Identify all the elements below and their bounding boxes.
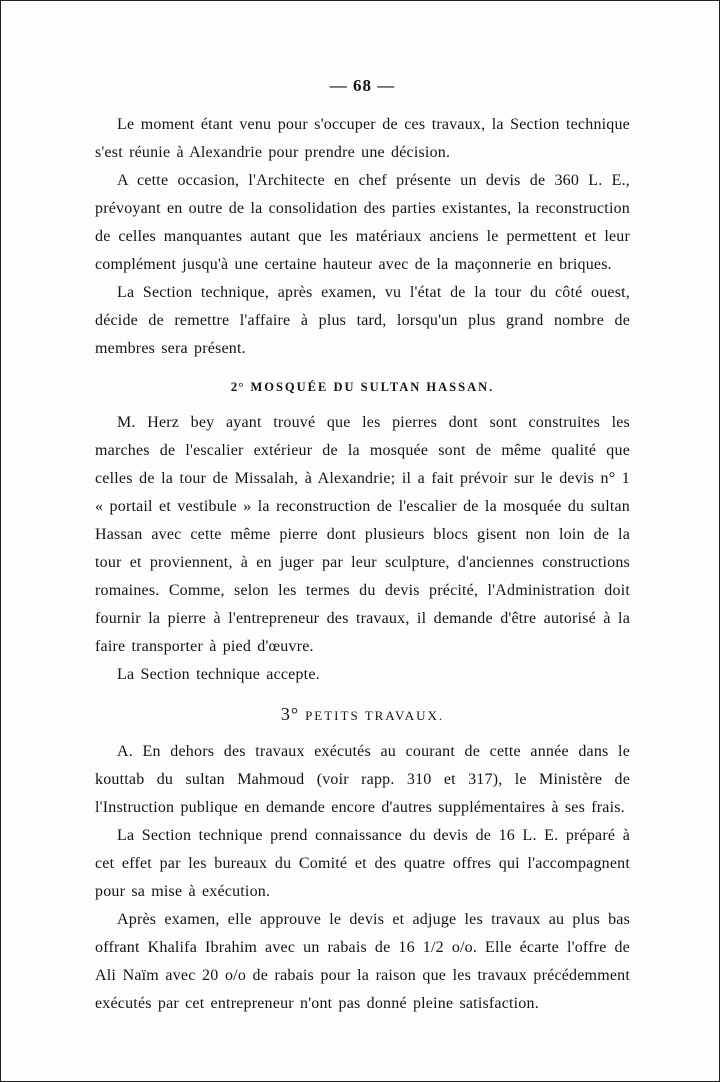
section-heading — [95, 704, 630, 725]
paragraph: La Section technique prend connaissance du devis de 16 L. E. préparé à cet effet par les bureaux du Comité et des quatre offres qui l'accompagnent pour sa mise à exécution. — [95, 827, 630, 900]
heading-title: PETITS TRAVAUX. — [305, 708, 445, 723]
heading-title: MOSQUÉE DU SULTAN HASSAN. — [250, 380, 495, 394]
paragraph: M. Herz bey ayant trouvé que les pierres dont sont construites les marches de l'escalier extérieur de la mosquée sont de même qualité que celles de la tour de Missalah, à Alexandrie; il a fait prévoir sur le devis n° 1 « portail et vestibule » la reconstruction de l'escalier de la mosquée du sultan Hassan avec cette même pierre dont plusieurs blocs gisent non loin de la tour et proviennent, à en juger par leur sculpture, d'anciennes constructions romaines. Comme, selon les termes du devis précité, l'Administration doit fournir la pierre à l'entrepreneur des travaux, il demande d'être autorisé à la faire transporter à pied d'œuvre. — [95, 414, 630, 655]
section-heading — [95, 378, 630, 396]
heading-number: 3° — [280, 704, 300, 724]
paragraph: La Section technique accepte. — [117, 666, 320, 683]
page-number: — 68 — — [329, 76, 396, 95]
heading-number: 2° — [230, 379, 245, 394]
paragraph: A. En dehors des travaux exécutés au courant de cette année dans le kouttab du sultan Mahmoud (voir rapp. 310 et 317), le Ministère de l'Instruction publique en demande encore d'autres supplémentaires à ses frais. — [95, 743, 630, 816]
paragraph: Après examen, elle approuve le devis et adjuge les travaux au plus bas offrant Khalifa Ibrahim avec un rabais de 16 1/2 o/o. Elle écarte l'offre de Ali Naïm avec 20 o/o de rabais pour la raison que les travaux précédemment exécutés par cet entrepreneur n'ont pas donné pleine satisfaction. — [95, 911, 630, 1012]
paragraph: La Section technique, après examen, vu l'état de la tour du côté ouest, décide de remettre l'affaire à plus tard, lorsqu'un plus grand nombre de membres sera présent. — [95, 284, 630, 357]
paragraph: A cette occasion, l'Architecte en chef présente un devis de 360 L. E., prévoyant en outre de la consolidation des parties existantes, la reconstruction de celles manquantes autant que les matériaux anciens le permettent et leur complément jusqu'à une certaine hauteur avec de la maçonnerie en briques. — [95, 172, 630, 273]
paragraph: Le moment étant venu pour s'occuper de ces travaux, la Section technique s'est réunie à Alexandrie pour prendre une décision. — [95, 116, 630, 161]
